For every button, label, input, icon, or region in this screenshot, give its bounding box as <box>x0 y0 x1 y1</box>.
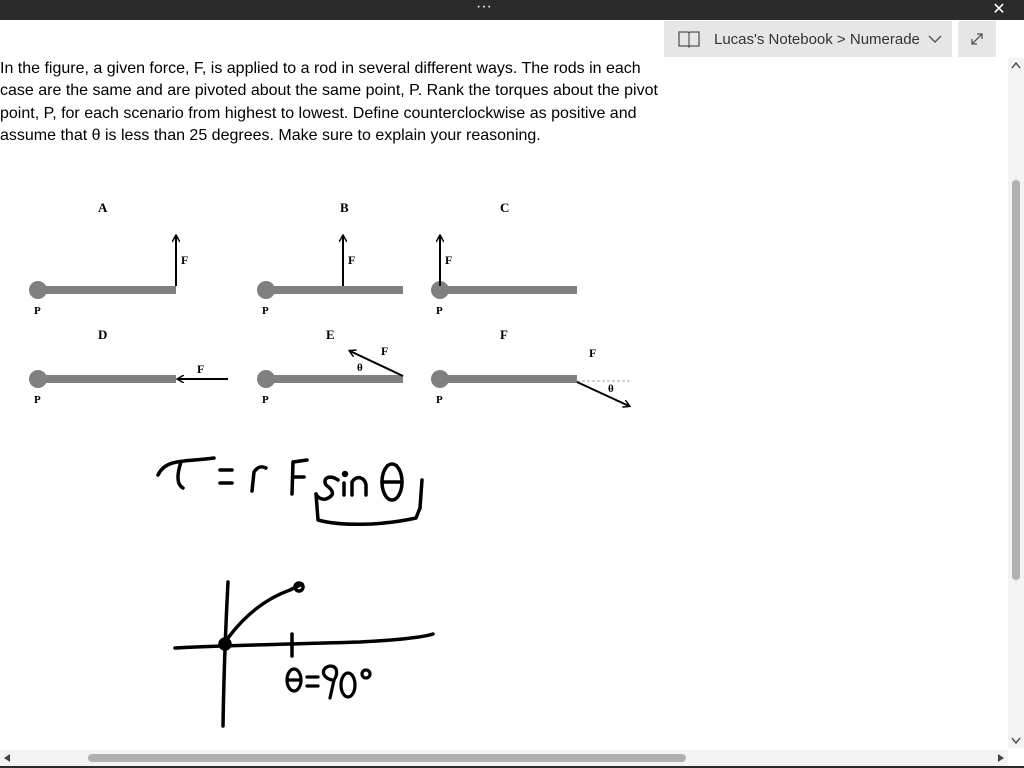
angle-label-f: θ <box>608 383 614 395</box>
ink-theta-90-label <box>287 666 370 698</box>
notebook-selector[interactable] <box>664 21 952 57</box>
notebook-breadcrumb: Lucas's Notebook > Numerade <box>714 30 920 48</box>
pivot-label-e: P <box>262 394 269 406</box>
pivot-label-c: P <box>436 305 443 317</box>
panel-label-b: B <box>340 200 349 215</box>
problem-text: In the figure, a given force, F, is applied to a rod in several different ways. The rods in each case are the same and are pivoted about the same point, P. Rank the torques about the pivot point, P, for each scenario from highest to lowest. Define counterclockwise as positive and assume that θ is less than 25 degrees. Make sure to explain your reasoning. <box>0 60 658 144</box>
pivot-label-f: P <box>436 394 443 406</box>
pivot-label-a: P <box>34 305 41 317</box>
force-label-d: F <box>197 362 205 376</box>
ink-equation <box>158 458 422 524</box>
angle-label-e: θ <box>357 362 363 374</box>
panel-label-c: C <box>500 200 510 215</box>
scroll-right-icon[interactable] <box>996 753 1006 763</box>
force-label-a: F <box>181 253 189 267</box>
pivot-label-d: P <box>34 394 41 406</box>
panel-label-f: F <box>500 327 508 342</box>
force-label-b: F <box>348 253 356 267</box>
force-label-f: F <box>589 346 597 360</box>
scroll-up-icon[interactable] <box>1010 60 1022 70</box>
force-label-c: F <box>445 253 453 267</box>
expand-icon <box>970 32 984 46</box>
vertical-scroll-thumb[interactable] <box>1012 180 1020 580</box>
pivot-label-b: P <box>262 305 269 317</box>
scroll-down-icon[interactable] <box>1010 736 1022 746</box>
expand-button[interactable] <box>958 21 996 57</box>
panel-label-d: D <box>98 327 108 342</box>
scroll-left-icon[interactable] <box>2 753 12 763</box>
panel-label-a: A <box>98 200 108 215</box>
more-options-icon[interactable]: ··· <box>476 0 492 15</box>
force-label-e: F <box>381 344 389 358</box>
ink-graph <box>175 582 433 726</box>
close-button[interactable]: ✕ <box>992 1 1006 18</box>
horizontal-scroll-thumb[interactable] <box>88 754 686 762</box>
panel-label-e: E <box>326 327 335 342</box>
book-icon <box>678 30 700 48</box>
chevron-down-icon <box>928 34 942 44</box>
